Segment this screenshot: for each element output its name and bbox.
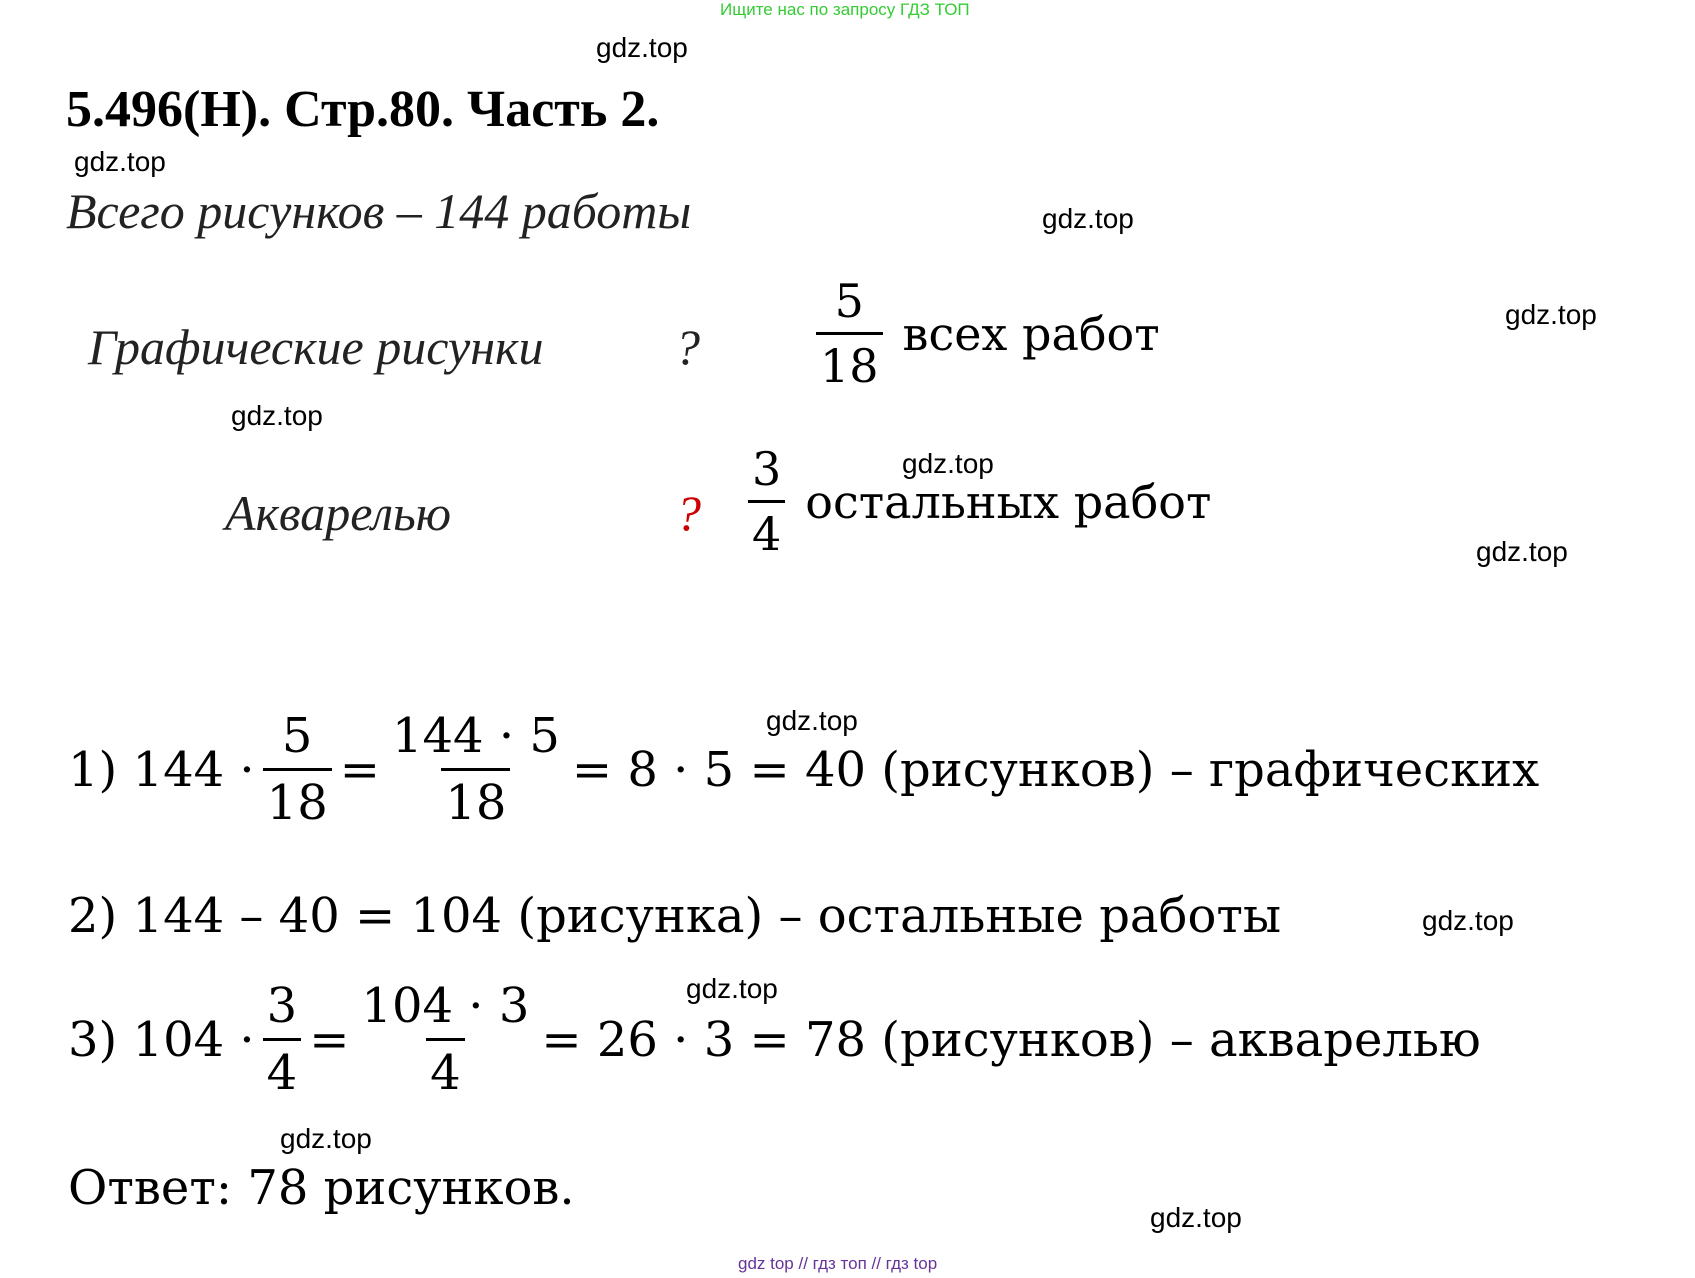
watermark: gdz.top: [1422, 905, 1514, 936]
fraction-numerator: 144 · 5: [391, 708, 560, 764]
watermark: gdz.top: [766, 705, 858, 736]
step1-result: = 8 · 5 = 40 (рисунков) – графических: [571, 741, 1540, 798]
watermark: gdz.top: [1476, 536, 1568, 567]
graphic-fraction: [816, 274, 883, 393]
watercolor-fraction: [748, 442, 785, 561]
step1-fraction-2: [388, 708, 564, 831]
step3-fraction-1: [263, 978, 302, 1101]
watermark: gdz.top: [686, 973, 778, 1004]
solution-step-3: [68, 978, 1481, 1101]
step3-result: = 26 · 3 = 78 (рисунков) – акварелью: [541, 1011, 1481, 1068]
watermark: gdz.top: [231, 400, 323, 431]
fraction-numerator: 104 · 3: [361, 978, 530, 1034]
fraction-denominator: 4: [263, 1038, 302, 1097]
fraction-numerator: 5: [281, 708, 313, 764]
step1-fraction-1: [263, 708, 332, 831]
answer-text: Ответ: 78 рисунков.: [68, 1160, 575, 1216]
step2-text: 2) 144 – 40 = 104 (рисунка) – остальные работы: [68, 888, 1282, 944]
fraction-denominator: 18: [263, 768, 332, 827]
fraction-denominator: 4: [426, 1038, 465, 1097]
watermark: gdz.top: [1042, 203, 1134, 234]
watermark: gdz.top: [596, 32, 688, 63]
footer-links[interactable]: gdz top // гдз топ // гдз top: [738, 1254, 938, 1273]
page-title: 5.496(Н). Стр.80. Часть 2.: [66, 81, 660, 138]
fraction-denominator: 18: [441, 768, 510, 827]
watercolor-label: Акварелью: [225, 485, 452, 541]
solution-step-2: [68, 888, 1281, 944]
fraction-denominator: 4: [748, 500, 785, 557]
fraction-numerator: 5: [834, 274, 864, 328]
watermark: gdz.top: [902, 448, 994, 479]
step3-prefix: 3) 104 ·: [68, 1011, 255, 1068]
solution-step-1: [68, 708, 1540, 831]
graphic-tail: всех работ: [902, 306, 1160, 361]
step3-fraction-2: [357, 978, 533, 1101]
graphic-label: Графические рисунки: [88, 319, 544, 375]
fraction-numerator: 3: [266, 978, 298, 1034]
search-banner[interactable]: Ищите нас по запросу ГДЗ ТОП: [720, 0, 970, 19]
step1-prefix: 1) 144 ·: [68, 741, 255, 798]
total-works-text: Всего рисунков – 144 работы: [66, 183, 692, 239]
step1-equals: =: [339, 741, 380, 798]
graphic-fraction-line: [808, 274, 1160, 393]
watermark: gdz.top: [1150, 1202, 1242, 1233]
fraction-denominator: 18: [816, 332, 883, 389]
watermark: gdz.top: [280, 1123, 372, 1154]
watermark: gdz.top: [74, 146, 166, 177]
watercolor-fraction-line: [740, 442, 1212, 561]
step3-equals: =: [309, 1011, 350, 1068]
watercolor-question: ?: [676, 485, 701, 541]
watermark: gdz.top: [1505, 299, 1597, 330]
watercolor-tail: остальных работ: [805, 474, 1212, 529]
graphic-question: ?: [675, 319, 700, 375]
fraction-numerator: 3: [752, 442, 782, 496]
answer: [68, 1160, 575, 1216]
